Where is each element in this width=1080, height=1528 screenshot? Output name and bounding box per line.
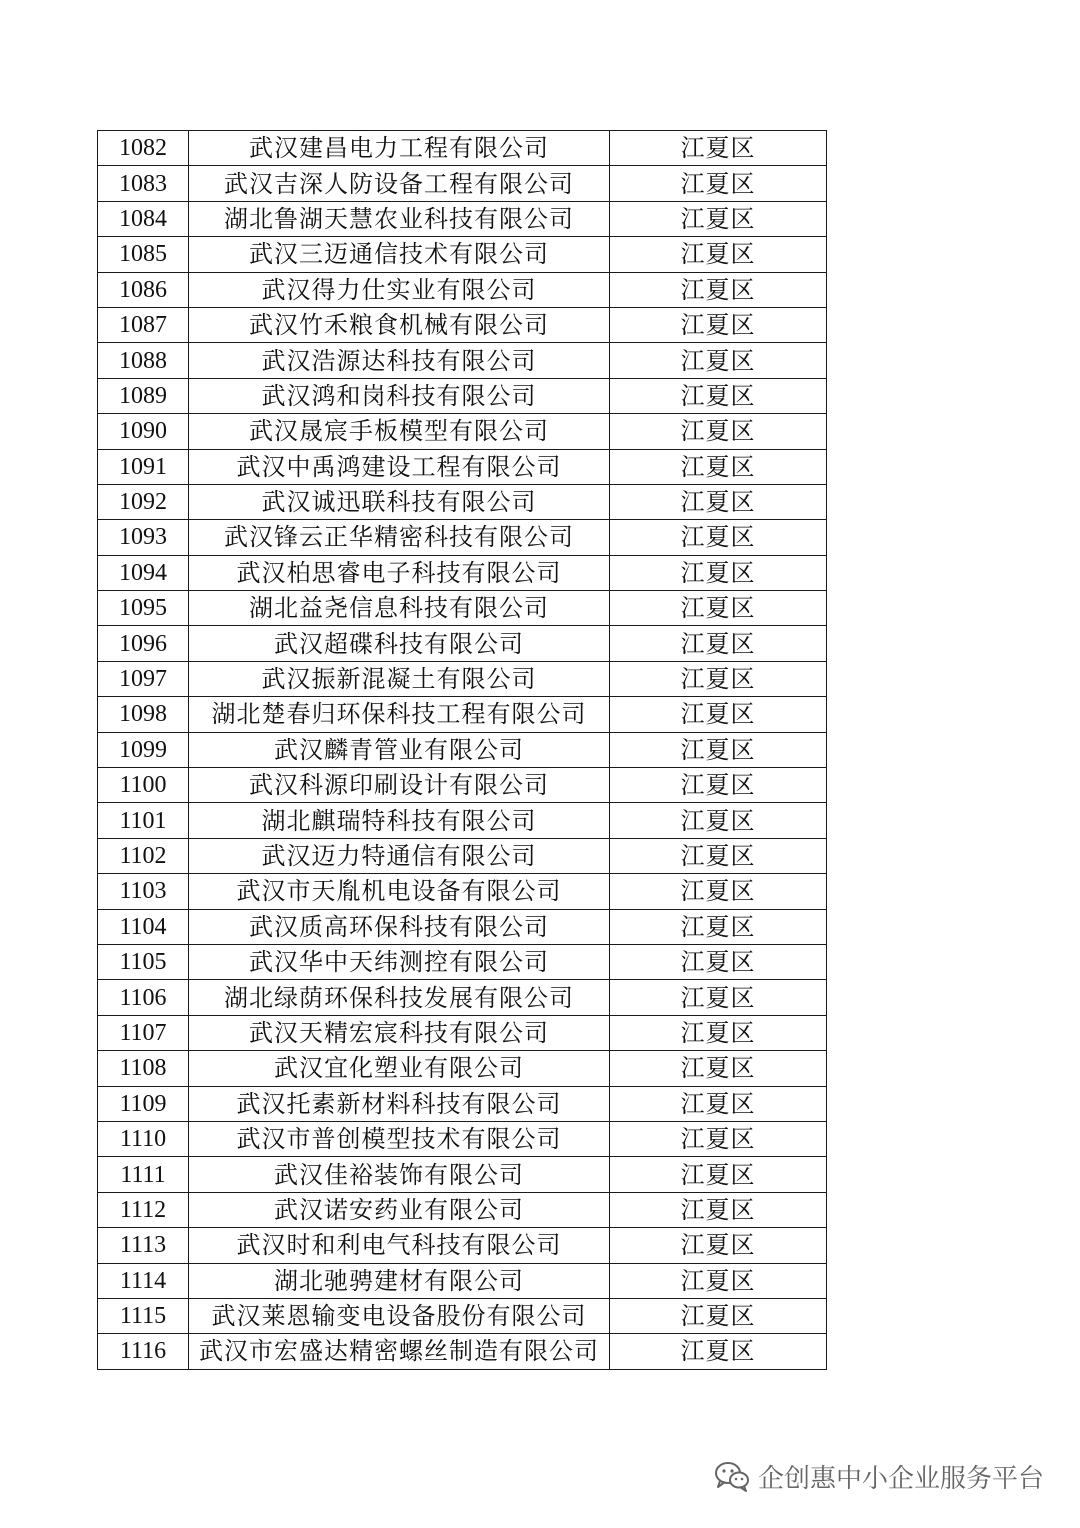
company-name-cell: 武汉诚迅联科技有限公司 bbox=[189, 484, 610, 519]
district-cell: 江夏区 bbox=[610, 944, 827, 979]
table-row bbox=[98, 555, 827, 590]
table-row bbox=[98, 166, 827, 201]
company-name-cell: 武汉中禹鸿建设工程有限公司 bbox=[189, 449, 610, 484]
row-number-cell: 1087 bbox=[98, 307, 189, 342]
district-cell: 江夏区 bbox=[610, 343, 827, 378]
row-number-cell: 1091 bbox=[98, 449, 189, 484]
table-row bbox=[98, 307, 827, 342]
company-name-cell: 武汉宜化塑业有限公司 bbox=[189, 1051, 610, 1086]
table-row bbox=[98, 874, 827, 909]
company-name-cell: 武汉诺安药业有限公司 bbox=[189, 1192, 610, 1227]
district-cell: 江夏区 bbox=[610, 1228, 827, 1263]
district-cell: 江夏区 bbox=[610, 1298, 827, 1333]
district-cell: 江夏区 bbox=[610, 166, 827, 201]
company-name-cell: 武汉振新混凝土有限公司 bbox=[189, 661, 610, 696]
row-number-cell: 1110 bbox=[98, 1121, 189, 1156]
row-number-cell: 1090 bbox=[98, 414, 189, 449]
table-row bbox=[98, 1263, 827, 1298]
row-number-cell: 1094 bbox=[98, 555, 189, 590]
district-cell: 江夏区 bbox=[610, 626, 827, 661]
district-cell: 江夏区 bbox=[610, 768, 827, 803]
row-number-cell: 1096 bbox=[98, 626, 189, 661]
table-row bbox=[98, 838, 827, 873]
row-number-cell: 1108 bbox=[98, 1051, 189, 1086]
company-name-cell: 武汉麟青管业有限公司 bbox=[189, 732, 610, 767]
district-cell: 江夏区 bbox=[610, 484, 827, 519]
table-row bbox=[98, 414, 827, 449]
table-row bbox=[98, 803, 827, 838]
row-number-cell: 1084 bbox=[98, 201, 189, 236]
table-body bbox=[98, 131, 827, 1370]
company-name-cell: 武汉吉深人防设备工程有限公司 bbox=[189, 166, 610, 201]
company-name-cell: 湖北楚春归环保科技工程有限公司 bbox=[189, 697, 610, 732]
row-number-cell: 1107 bbox=[98, 1015, 189, 1050]
district-cell: 江夏区 bbox=[610, 697, 827, 732]
district-cell: 江夏区 bbox=[610, 1192, 827, 1227]
row-number-cell: 1102 bbox=[98, 838, 189, 873]
company-name-cell: 武汉得力仕实业有限公司 bbox=[189, 272, 610, 307]
company-name-cell: 湖北鲁湖天慧农业科技有限公司 bbox=[189, 201, 610, 236]
company-name-cell: 武汉天精宏宸科技有限公司 bbox=[189, 1015, 610, 1050]
district-cell: 江夏区 bbox=[610, 803, 827, 838]
row-number-cell: 1112 bbox=[98, 1192, 189, 1227]
watermark-text: 企创惠中小企业服务平台 bbox=[757, 1464, 1044, 1494]
table-row bbox=[98, 980, 827, 1015]
row-number-cell: 1095 bbox=[98, 591, 189, 626]
row-number-cell: 1101 bbox=[98, 803, 189, 838]
table-row bbox=[98, 520, 827, 555]
row-number-cell: 1099 bbox=[98, 732, 189, 767]
table-row bbox=[98, 944, 827, 979]
table-row bbox=[98, 1051, 827, 1086]
table-row bbox=[98, 237, 827, 272]
district-cell: 江夏区 bbox=[610, 838, 827, 873]
row-number-cell: 1115 bbox=[98, 1298, 189, 1333]
company-name-cell: 武汉浩源达科技有限公司 bbox=[189, 343, 610, 378]
company-name-cell: 武汉佳裕装饰有限公司 bbox=[189, 1157, 610, 1192]
company-name-cell: 湖北益尧信息科技有限公司 bbox=[189, 591, 610, 626]
table-row bbox=[98, 732, 827, 767]
district-cell: 江夏区 bbox=[610, 1157, 827, 1192]
row-number-cell: 1116 bbox=[98, 1334, 189, 1369]
row-number-cell: 1086 bbox=[98, 272, 189, 307]
district-cell: 江夏区 bbox=[610, 1263, 827, 1298]
company-name-cell: 武汉时和利电气科技有限公司 bbox=[189, 1228, 610, 1263]
wechat-icon bbox=[714, 1461, 750, 1493]
company-name-cell: 武汉市宏盛达精密螺丝制造有限公司 bbox=[189, 1334, 610, 1369]
company-name-cell: 武汉超碟科技有限公司 bbox=[189, 626, 610, 661]
table-row bbox=[98, 1228, 827, 1263]
district-cell: 江夏区 bbox=[610, 201, 827, 236]
row-number-cell: 1085 bbox=[98, 237, 189, 272]
table-row bbox=[98, 272, 827, 307]
table-row bbox=[98, 1192, 827, 1227]
table-row bbox=[98, 1121, 827, 1156]
district-cell: 江夏区 bbox=[610, 555, 827, 590]
company-name-cell: 武汉科源印刷设计有限公司 bbox=[189, 768, 610, 803]
company-name-cell: 武汉三迈通信技术有限公司 bbox=[189, 237, 610, 272]
company-name-cell: 武汉托素新材料科技有限公司 bbox=[189, 1086, 610, 1121]
company-name-cell: 武汉晟宸手板模型有限公司 bbox=[189, 414, 610, 449]
table-row bbox=[98, 1015, 827, 1050]
district-cell: 江夏区 bbox=[610, 874, 827, 909]
district-cell: 江夏区 bbox=[610, 980, 827, 1015]
district-cell: 江夏区 bbox=[610, 732, 827, 767]
company-list-table bbox=[97, 130, 827, 1370]
row-number-cell: 1106 bbox=[98, 980, 189, 1015]
row-number-cell: 1082 bbox=[98, 131, 189, 166]
row-number-cell: 1104 bbox=[98, 909, 189, 944]
table-row bbox=[98, 484, 827, 519]
company-name-cell: 武汉迈力特通信有限公司 bbox=[189, 838, 610, 873]
company-name-cell: 湖北麒瑞特科技有限公司 bbox=[189, 803, 610, 838]
company-name-cell: 武汉柏思睿电子科技有限公司 bbox=[189, 555, 610, 590]
row-number-cell: 1097 bbox=[98, 661, 189, 696]
district-cell: 江夏区 bbox=[610, 909, 827, 944]
table-row bbox=[98, 449, 827, 484]
row-number-cell: 1114 bbox=[98, 1263, 189, 1298]
row-number-cell: 1111 bbox=[98, 1157, 189, 1192]
district-cell: 江夏区 bbox=[610, 449, 827, 484]
district-cell: 江夏区 bbox=[610, 520, 827, 555]
company-name-cell: 湖北绿荫环保科技发展有限公司 bbox=[189, 980, 610, 1015]
watermark bbox=[714, 1458, 1044, 1495]
district-cell: 江夏区 bbox=[610, 1334, 827, 1369]
district-cell: 江夏区 bbox=[610, 272, 827, 307]
district-cell: 江夏区 bbox=[610, 591, 827, 626]
company-name-cell: 武汉建昌电力工程有限公司 bbox=[189, 131, 610, 166]
table-row bbox=[98, 626, 827, 661]
table-row bbox=[98, 768, 827, 803]
company-name-cell: 湖北驰骋建材有限公司 bbox=[189, 1263, 610, 1298]
row-number-cell: 1109 bbox=[98, 1086, 189, 1121]
company-name-cell: 武汉锋云正华精密科技有限公司 bbox=[189, 520, 610, 555]
table-row bbox=[98, 1298, 827, 1333]
table-row bbox=[98, 343, 827, 378]
row-number-cell: 1100 bbox=[98, 768, 189, 803]
district-cell: 江夏区 bbox=[610, 1121, 827, 1156]
row-number-cell: 1105 bbox=[98, 944, 189, 979]
table-row bbox=[98, 909, 827, 944]
row-number-cell: 1089 bbox=[98, 378, 189, 413]
table-row bbox=[98, 378, 827, 413]
row-number-cell: 1103 bbox=[98, 874, 189, 909]
district-cell: 江夏区 bbox=[610, 1051, 827, 1086]
district-cell: 江夏区 bbox=[610, 237, 827, 272]
district-cell: 江夏区 bbox=[610, 378, 827, 413]
district-cell: 江夏区 bbox=[610, 131, 827, 166]
district-cell: 江夏区 bbox=[610, 414, 827, 449]
table-row bbox=[98, 201, 827, 236]
table-row bbox=[98, 1086, 827, 1121]
company-name-cell: 武汉莱恩输变电设备股份有限公司 bbox=[189, 1298, 610, 1333]
table-row bbox=[98, 661, 827, 696]
table-row bbox=[98, 697, 827, 732]
company-name-cell: 武汉市普创模型技术有限公司 bbox=[189, 1121, 610, 1156]
company-name-cell: 武汉市天胤机电设备有限公司 bbox=[189, 874, 610, 909]
company-name-cell: 武汉鸿和岗科技有限公司 bbox=[189, 378, 610, 413]
table-row bbox=[98, 1334, 827, 1369]
row-number-cell: 1092 bbox=[98, 484, 189, 519]
district-cell: 江夏区 bbox=[610, 661, 827, 696]
row-number-cell: 1083 bbox=[98, 166, 189, 201]
table-row bbox=[98, 1157, 827, 1192]
company-name-cell: 武汉华中天纬测控有限公司 bbox=[189, 944, 610, 979]
row-number-cell: 1098 bbox=[98, 697, 189, 732]
row-number-cell: 1113 bbox=[98, 1228, 189, 1263]
row-number-cell: 1088 bbox=[98, 343, 189, 378]
table-row bbox=[98, 131, 827, 166]
district-cell: 江夏区 bbox=[610, 1015, 827, 1050]
company-name-cell: 武汉质高环保科技有限公司 bbox=[189, 909, 610, 944]
district-cell: 江夏区 bbox=[610, 307, 827, 342]
company-name-cell: 武汉竹禾粮食机械有限公司 bbox=[189, 307, 610, 342]
table-row bbox=[98, 591, 827, 626]
district-cell: 江夏区 bbox=[610, 1086, 827, 1121]
row-number-cell: 1093 bbox=[98, 520, 189, 555]
